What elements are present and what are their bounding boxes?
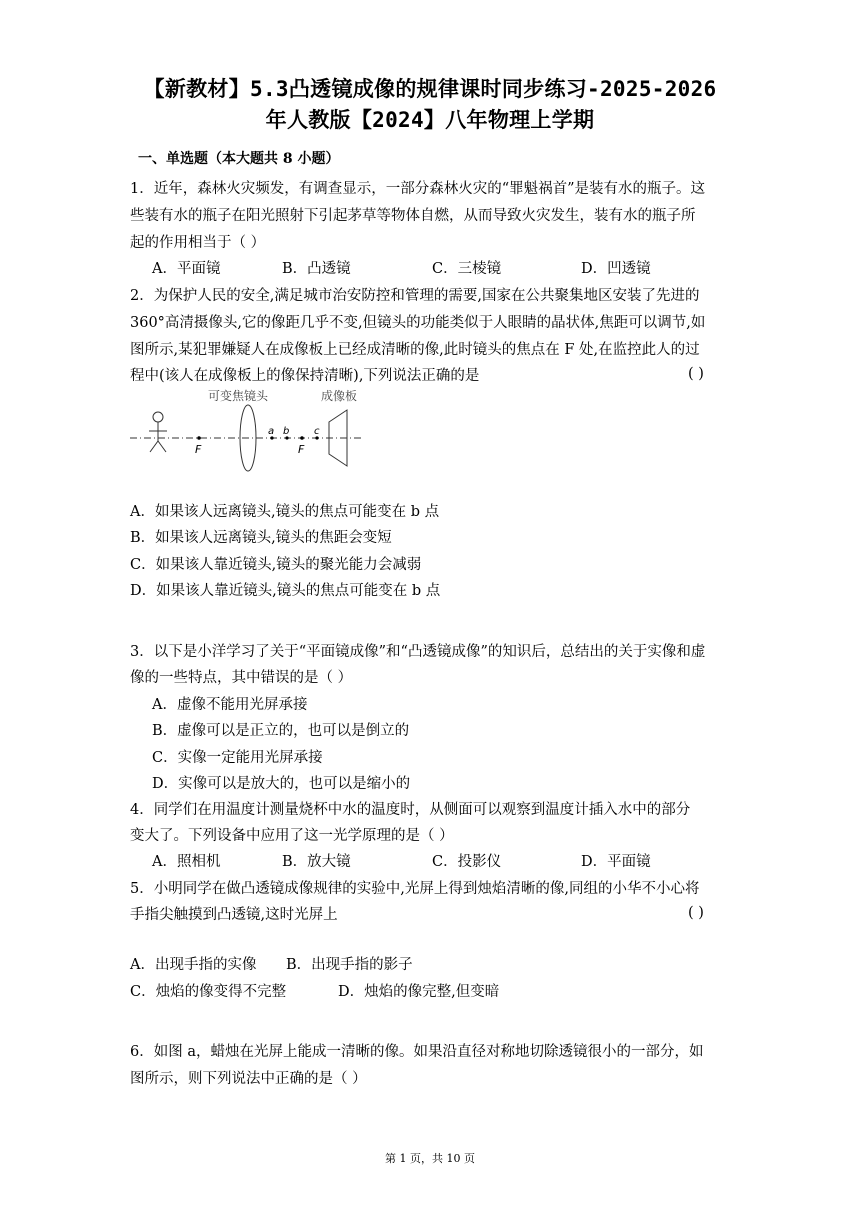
q3-option-a: A．虚像不能用光屏承接: [152, 697, 308, 713]
q3-text-line-1: 3．以下是小洋学习了关于“平面镜成像”和“凸透镜成像”的知识后，总结出的关于实像和虚: [130, 644, 706, 660]
q1-text-line-1: 1．近年，森林火灾频发，有调查显示，一部分森林火灾的“罪魁祸首”是装有水的瓶子。这: [130, 181, 706, 197]
q5-text-line-2: 手指尖触摸到凸透镜,这时光屏上: [130, 907, 338, 923]
q1-option-a: A．平面镜: [152, 261, 221, 277]
q5-option-b: B．出现手指的影子: [286, 957, 413, 973]
q5-text-line-1: 5．小明同学在做凸透镜成像规律的实验中,光屏上得到烛焰清晰的像,同组的小华不小心将: [130, 881, 700, 897]
q2-text-line-1: 2．为保护人民的安全,满足城市治安防控和管理的需要,国家在公共聚集地区安装了先进的: [130, 288, 700, 304]
q2-option-d: D．如果该人靠近镜头,镜头的焦点可能变在 b 点: [130, 583, 441, 599]
q5-answer-paren: ( ): [688, 905, 704, 921]
q4-text-line-2: 变大了。下列设备中应用了这一光学原理的是（ ）: [130, 828, 454, 844]
page-footer: 第 1 页，共 10 页: [385, 1152, 475, 1165]
focal-point-right: [300, 436, 304, 440]
q2-text-line-4: 程中(该人在成像板上的像保持清晰),下列说法正确的是: [130, 368, 480, 384]
q2-text-line-3: 图所示,某犯罪嫌疑人在成像板上已经成清晰的像,此时镜头的焦点在 F 处,在监控此人的过: [130, 342, 700, 358]
board-label: 成像板: [321, 389, 358, 403]
q2-answer-paren: ( ): [688, 366, 704, 382]
focal-label-right: F: [298, 443, 305, 456]
q2-option-b: B．如果该人远离镜头,镜头的焦距会变短: [130, 530, 392, 546]
focal-label-left: F: [195, 443, 202, 456]
q3-option-b: B．虚像可以是正立的，也可以是倒立的: [152, 723, 410, 739]
q4-option-a: A．照相机: [152, 854, 221, 870]
q4-option-d: D．平面镜: [581, 854, 651, 870]
point-b-label: b: [283, 426, 290, 437]
q2-text-line-2: 360°高清摄像头,它的像距几乎不变,但镜头的功能类似于人眼睛的晶状体,焦距可以调节,如: [130, 315, 706, 331]
section-heading: 一、单选题（本大题共 8 小题）: [138, 151, 340, 167]
q6-text-line-1: 6．如图 a，蜡烛在光屏上能成一清晰的像。如果沿直径对称地切除透镜很小的一部分，如: [130, 1044, 704, 1060]
q1-option-d: D．凹透镜: [581, 261, 651, 277]
q5-option-a: A．出现手指的实像: [130, 957, 257, 973]
document-title-line-1: 【新教材】5.3凸透镜成像的规律课时同步练习-2025-2026: [143, 77, 717, 101]
q3-option-c: C．实像一定能用光屏承接: [152, 750, 323, 766]
document-title-line-2: 年人教版【2024】八年物理上学期: [265, 108, 595, 132]
q1-option-c: C．三棱镜: [432, 261, 502, 277]
person-figure-icon: [149, 412, 167, 452]
q4-option-b: B．放大镜: [282, 854, 351, 870]
point-c-label: c: [314, 426, 320, 437]
q4-option-c: C．投影仪: [432, 854, 502, 870]
q2-lens-figure: [128, 386, 368, 482]
q3-option-d: D．实像可以是放大的，也可以是缩小的: [152, 776, 411, 792]
lens-label: 可变焦镜头: [208, 389, 269, 403]
q2-option-c: C．如果该人靠近镜头,镜头的聚光能力会减弱: [130, 557, 422, 573]
q3-text-line-2: 像的一些特点，其中错误的是（ ）: [130, 670, 353, 686]
q1-option-b: B．凸透镜: [282, 261, 351, 277]
q5-option-c: C．烛焰的像变得不完整: [130, 984, 287, 1000]
focal-point-left: [197, 436, 201, 440]
q5-option-d: D．烛焰的像完整,但变暗: [338, 984, 500, 1000]
point-a-label: a: [268, 426, 275, 437]
q2-option-a: A．如果该人远离镜头,镜头的焦点可能变在 b 点: [130, 504, 440, 520]
q6-text-line-2: 图所示，则下列说法中正确的是（ ）: [130, 1071, 367, 1087]
q4-text-line-1: 4．同学们在用温度计测量烧杯中水的温度时，从侧面可以观察到温度计插入水中的部分: [130, 802, 691, 818]
q1-text-line-3: 起的作用相当于（ ）: [130, 235, 266, 251]
q1-text-line-2: 些装有水的瓶子在阳光照射下引起茅草等物体自燃，从而导致火灾发生，装有水的瓶子所: [130, 208, 696, 224]
